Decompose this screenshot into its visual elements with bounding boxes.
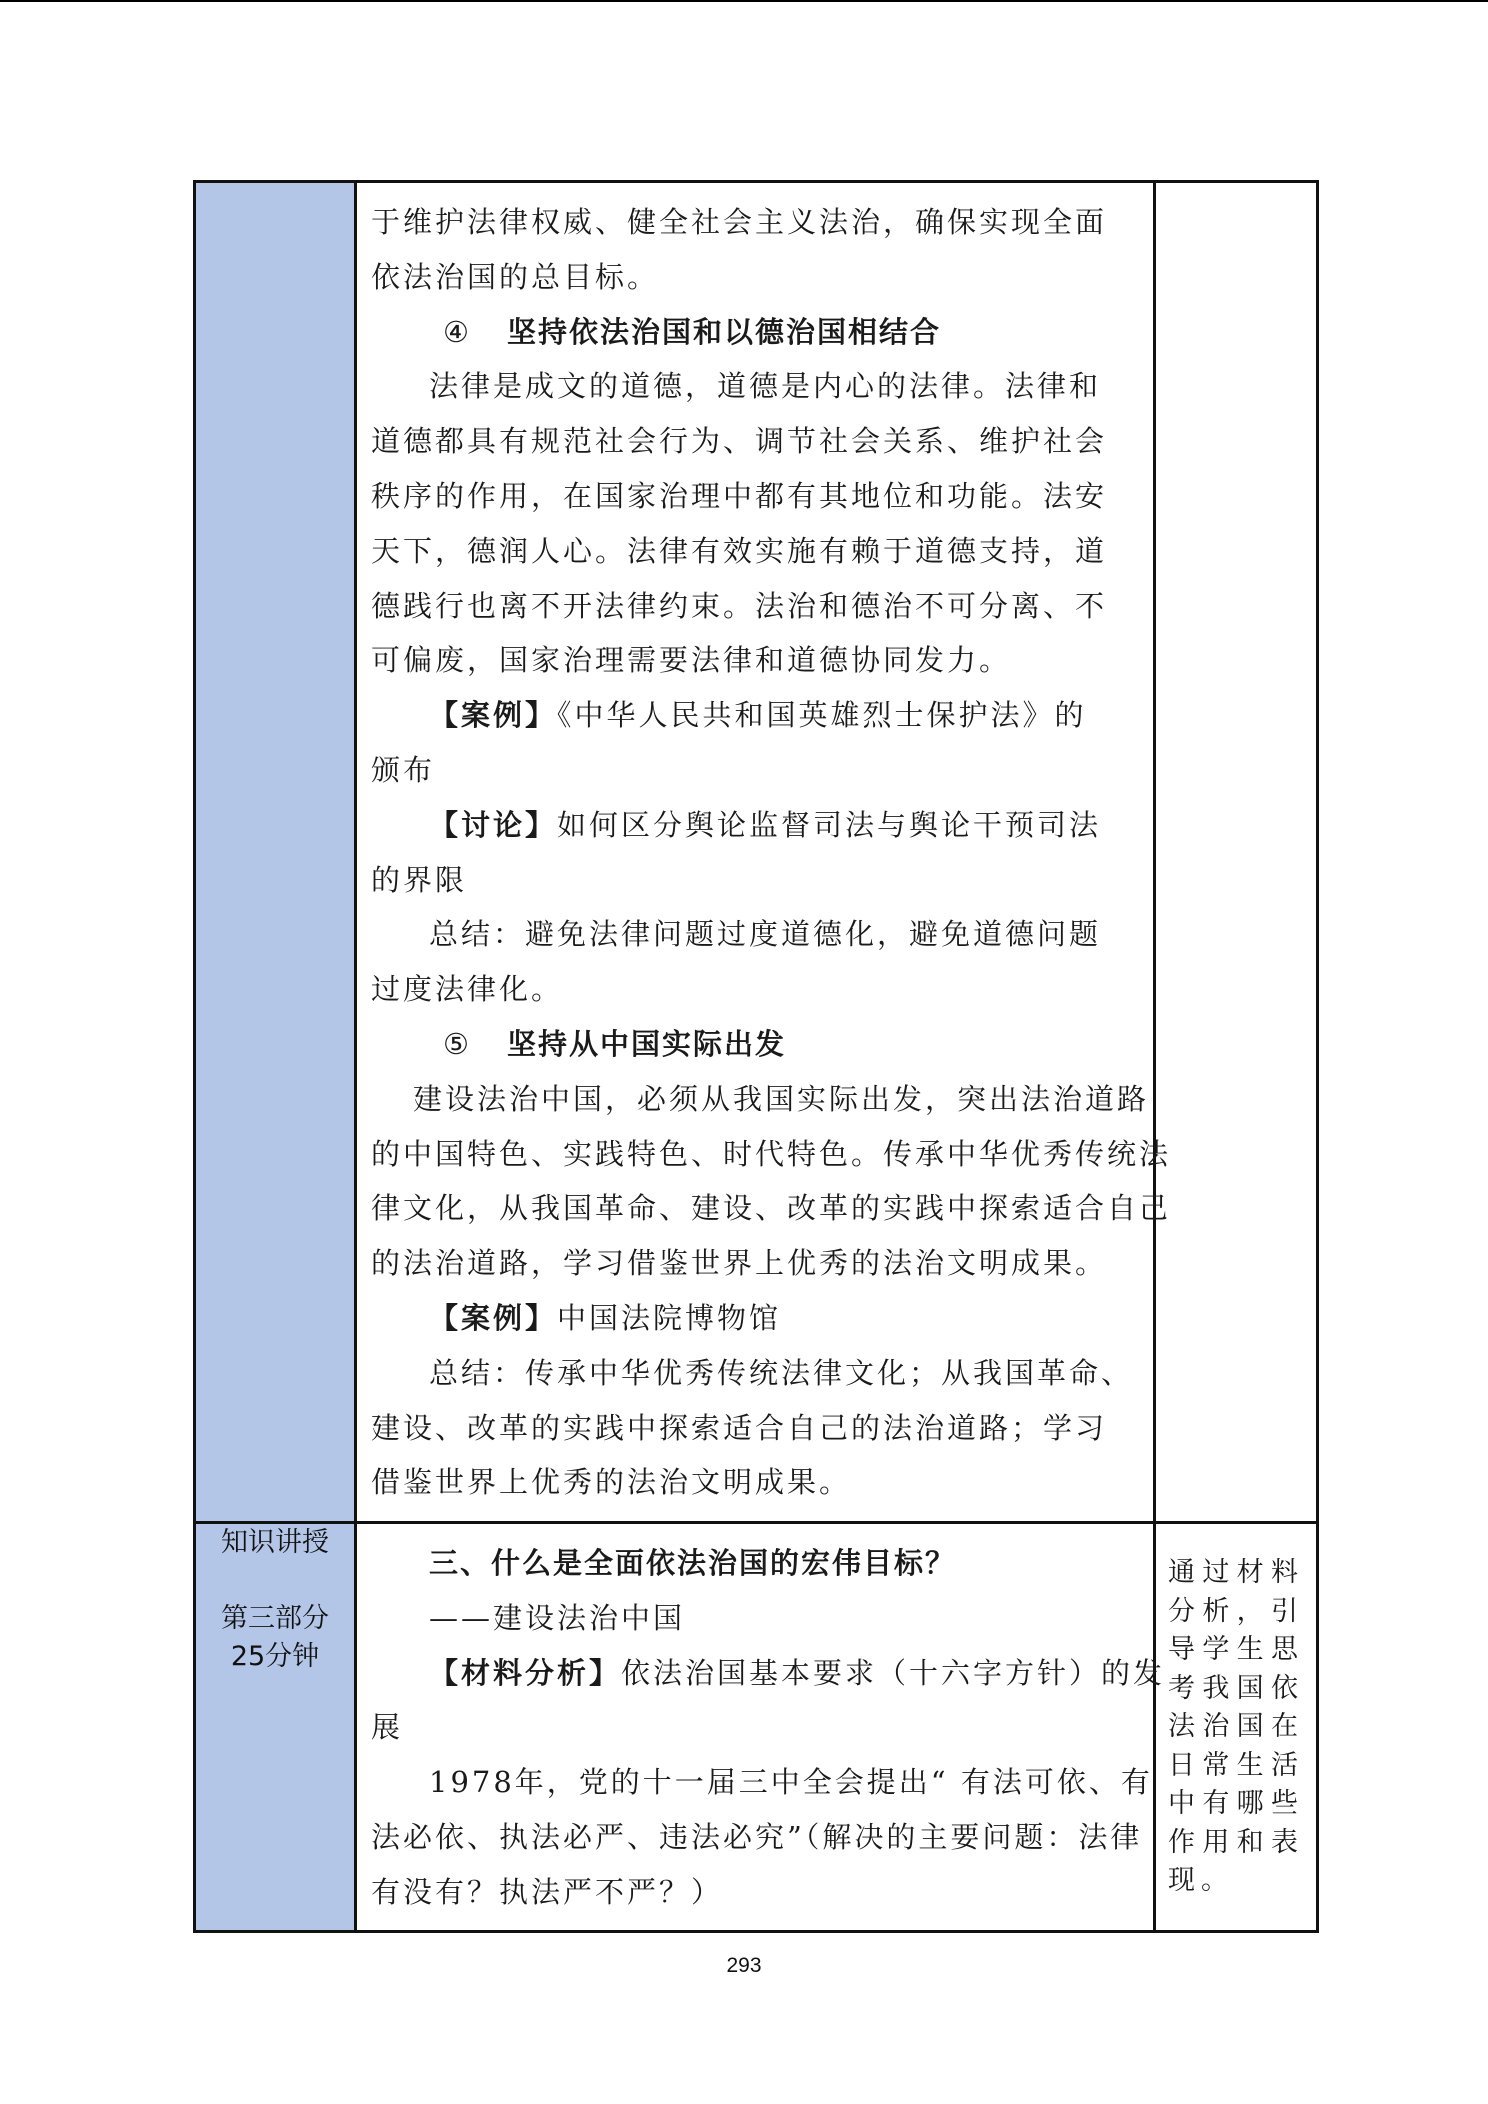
line-text: 如何区分舆论监督司法与舆论干预司法 [557, 807, 1102, 842]
page-number: 293 [726, 1954, 762, 1977]
text-line [371, 1646, 1166, 1701]
line-text: 德践行也离不开法律约束。法治和德治不可分离、不 [371, 588, 1108, 623]
table-row [195, 1523, 1318, 1932]
line-text: 的法治道路，学习借鉴世界上优秀的法治文明成果。 [371, 1246, 1108, 1281]
text-line [371, 1291, 1139, 1346]
line-text: 展 [371, 1710, 404, 1745]
text-line [371, 250, 1139, 305]
text-line [371, 907, 1139, 962]
content-cell [356, 182, 1172, 1523]
text-line [371, 195, 1139, 250]
line-text: 颁布 [371, 752, 436, 787]
line-text: 建设法治中国，必须从我国实际出发，突出法治道路 [413, 1081, 1150, 1116]
line-text: 总结：避免法律问题过度道德化，避免道德问题 [429, 917, 1102, 952]
line-text: 秩序的作用，在国家治理中都有其地位和功能。法安 [371, 478, 1108, 513]
section-heading: 坚持依法治国和以德治国相结合 [507, 314, 942, 349]
bracket-tag: 【讨论】 [429, 807, 558, 842]
text-line [371, 1455, 1139, 1510]
label-duration: 25分钟 [230, 1641, 320, 1672]
line-text: 依法治国基本要求（十六字方针）的发 [621, 1655, 1166, 1690]
text-line [371, 1700, 1139, 1755]
text-line [371, 1236, 1139, 1291]
text-line [371, 414, 1139, 469]
line-text: 有没有？执法严不严？） [371, 1874, 724, 1909]
text-line [371, 1536, 1139, 1591]
line-text: 建设、改革的实践中探索适合自己的法治道路；学习 [371, 1410, 1108, 1445]
line-text: 可偏废，国家治理需要法律和道德协同发力。 [371, 643, 1012, 678]
text-line [371, 1810, 1143, 1865]
line-text: 天下，德润人心。法律有效实施有赖于道德支持，道 [371, 533, 1108, 568]
text-line [371, 798, 1139, 853]
bracket-tag: 【材料分析】 [429, 1655, 622, 1690]
line-text: 的中国特色、实践特色、时代特色。传承中华优秀传统法 [371, 1136, 1172, 1171]
line-text: 《中华人民共和国英雄烈士保护法》的 [557, 698, 1087, 733]
line-text: 律文化，从我国革命、建设、改革的实践中探索适合自己 [371, 1191, 1172, 1226]
text-line [371, 1072, 1150, 1127]
bracket-tag: 【案例】 [429, 698, 558, 733]
line-text: 道德都具有规范社会行为、调节社会关系、维护社会 [371, 424, 1108, 459]
line-text: 于维护法律权威、健全社会主义法治，确保实现全面 [371, 205, 1108, 239]
line-text: 1978年，党的十一届三中全会提出“ 有法可依、有 [429, 1765, 1153, 1800]
item-number: ⑤ [443, 1026, 472, 1061]
label-section-type: 知识讲授 [221, 1527, 329, 1558]
label-part: 第三部分 [221, 1603, 329, 1634]
text-line [371, 579, 1139, 634]
line-text: ——建设法治中国 [429, 1600, 686, 1635]
text-line [371, 1127, 1172, 1182]
text-line [371, 305, 1139, 360]
line-text: 法律是成文的道德，道德是内心的法律。法律和 [429, 369, 1102, 404]
line-text: 法必依、执法必严、违法必究”（解决的主要问题：法律 [371, 1819, 1143, 1854]
text-line [371, 962, 1139, 1017]
top-border-line [0, 0, 1488, 2]
section-heading: 坚持从中国实际出发 [507, 1026, 787, 1061]
line-text: 借鉴世界上优秀的法治文明成果。 [371, 1465, 852, 1500]
text-line [371, 359, 1139, 414]
text-line [371, 1401, 1139, 1456]
text-line [371, 1755, 1153, 1810]
text-line [371, 853, 1139, 908]
text-line [371, 524, 1139, 579]
text-line [371, 469, 1139, 524]
teaching-note: 通过材料分析，引导学生思考我国依法治国在日常生活中有哪些作用和表现。 [1168, 1557, 1304, 1896]
section-heading: 三、什么是全面依法治国的宏伟目标？ [429, 1546, 957, 1580]
note-cell [1155, 1523, 1318, 1932]
text-line [371, 1865, 1139, 1920]
content-lines [371, 1536, 1166, 1920]
line-text: 依法治国的总目标。 [371, 259, 660, 294]
text-line [371, 1346, 1139, 1401]
text-line [371, 1017, 1139, 1072]
text-line [371, 743, 1139, 798]
note-cell [1155, 182, 1318, 1523]
line-text: 的界限 [371, 862, 468, 897]
text-line [371, 633, 1139, 688]
item-number: ④ [443, 314, 472, 349]
content-lines [371, 195, 1172, 1510]
line-text: 过度法律化。 [371, 972, 564, 1007]
table-row [195, 182, 1318, 1523]
line-text: 中国法院博物馆 [557, 1300, 782, 1335]
line-text: 总结：传承中华优秀传统法律文化；从我国革命、 [429, 1355, 1134, 1390]
text-line [371, 688, 1139, 743]
text-line [371, 1181, 1172, 1236]
text-line [371, 1591, 1139, 1646]
section-label-cell [195, 1523, 356, 1932]
content-cell [356, 1523, 1166, 1932]
lesson-plan-table [193, 180, 1319, 1933]
section-label-cell [195, 182, 356, 1523]
bracket-tag: 【案例】 [429, 1300, 558, 1335]
